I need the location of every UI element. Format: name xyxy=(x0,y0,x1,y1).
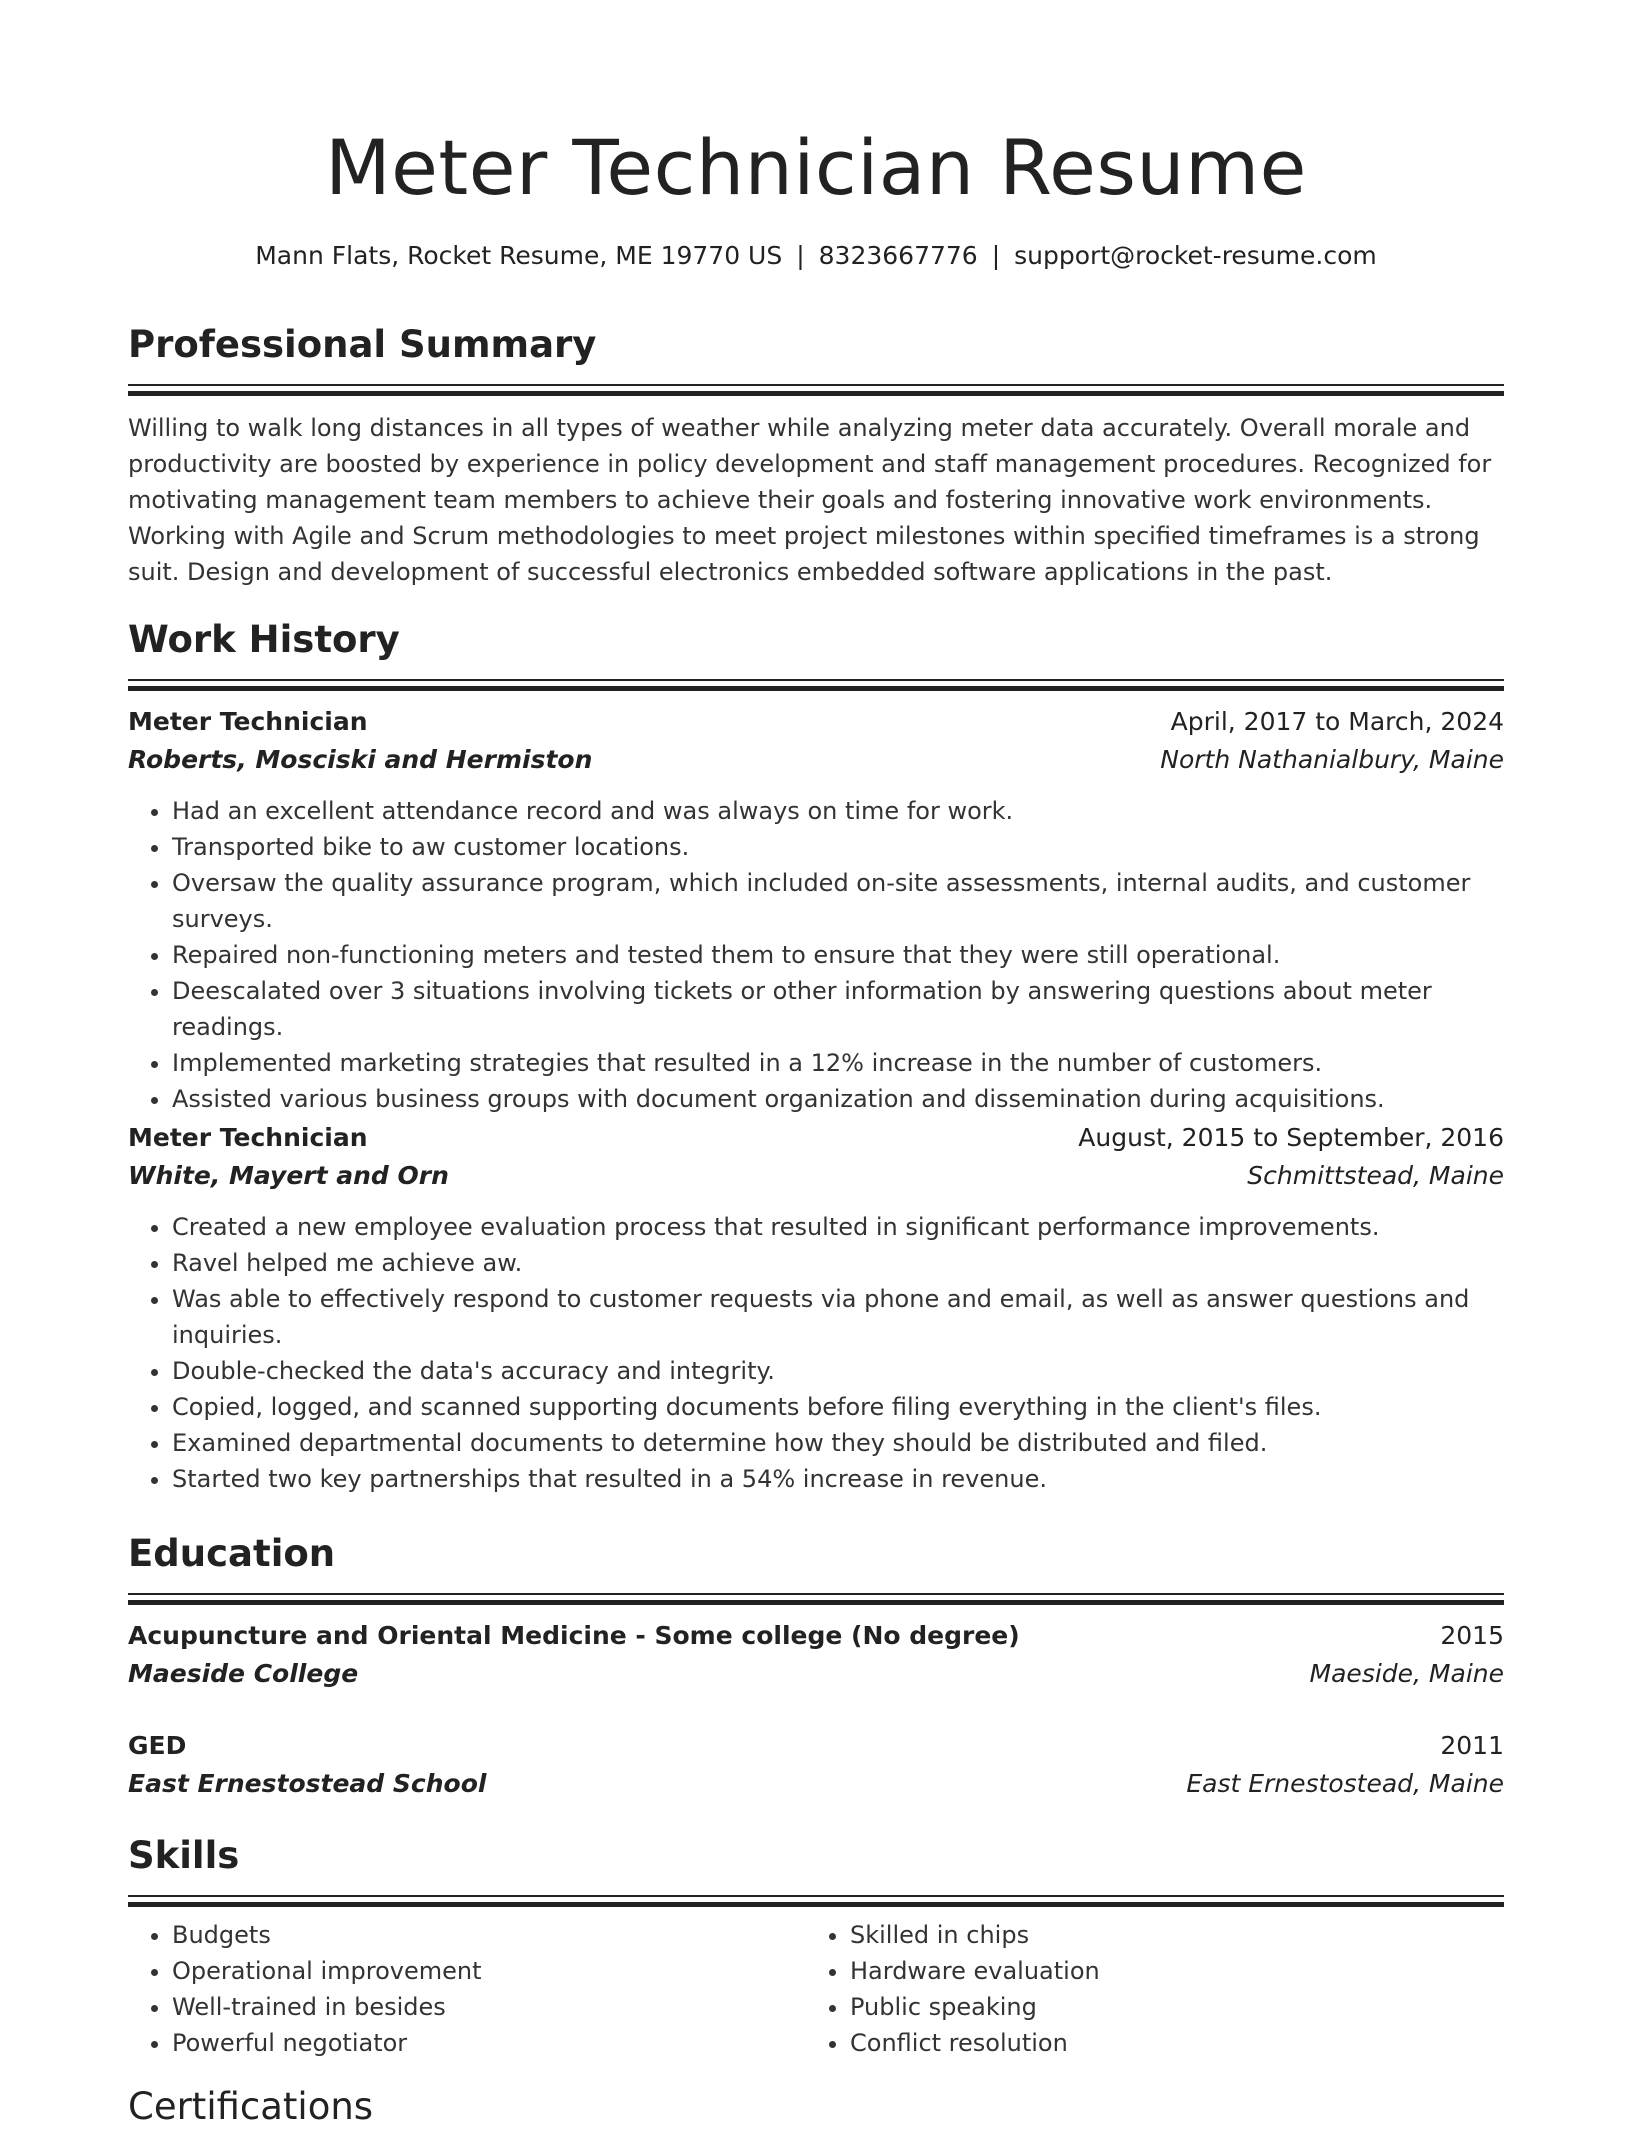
job-location: North Nathanialbury, Maine xyxy=(1160,745,1504,774)
job-title: Meter Technician xyxy=(128,707,368,736)
contact-separator: | xyxy=(796,241,805,270)
list-item: • Budgets xyxy=(172,1917,806,1953)
skills-section xyxy=(128,1831,1504,2061)
job-dates: August, 2015 to September, 2016 xyxy=(1078,1123,1504,1152)
list-item: • Repaired non-functioning meters and tested them to ensure that they were still operational. xyxy=(172,937,1504,973)
education-entry xyxy=(128,1617,1504,1693)
skills-heading: Skills xyxy=(128,1834,240,1877)
education-heading: Education xyxy=(128,1532,336,1575)
summary-text: Willing to walk long distances in all types of weather while analyzing meter data accurately. Overall morale and productivity are boosted by experience in policy development and staff management procedures. Recognized for motivating management team members to achieve their goals and fostering innovative work environments. Working with Agile and Scrum methodologies to meet project milestones within specified timeframes is a strong suit. Design and development of successful electronics embedded software applications in the past. xyxy=(128,414,1492,586)
job-dates: April, 2017 to March, 2024 xyxy=(1170,707,1504,736)
contact-address: Mann Flats, Rocket Resume, ME 19770 US xyxy=(255,241,783,270)
list-item: • Implemented marketing strategies that resulted in a 12% increase in the number of customers. xyxy=(172,1045,1504,1081)
work-history-heading: Work History xyxy=(128,618,400,661)
education-location: Maeside, Maine xyxy=(1309,1659,1504,1688)
education-year: 2015 xyxy=(1440,1621,1504,1650)
list-item: • Public speaking xyxy=(850,1989,1484,2025)
contact-email: support@rocket-resume.com xyxy=(1014,241,1377,270)
list-item: • Deescalated over 3 situations involving tickets or other information by answering questions about meter readings. xyxy=(172,973,1504,1045)
section-divider xyxy=(128,679,1504,689)
job-bullets xyxy=(128,793,1504,1117)
contact-separator: | xyxy=(991,241,1001,270)
job-title: Meter Technician xyxy=(128,1123,368,1152)
list-item: • Oversaw the quality assurance program, which included on-site assessments, internal audits, and customer surveys. xyxy=(172,865,1504,937)
education-school: East Ernestostead School xyxy=(128,1769,487,1798)
list-item: • Assisted various business groups with document organization and dissemination during acquisitions. xyxy=(172,1081,1504,1117)
job-entry xyxy=(128,1119,1504,1497)
contact-phone: 8323667776 xyxy=(818,241,978,270)
list-item: • Started two key partnerships that resulted in a 54% increase in revenue. xyxy=(172,1461,1504,1497)
job-bullets xyxy=(128,1209,1504,1497)
section-divider xyxy=(128,384,1504,394)
education-entry xyxy=(128,1727,1504,1803)
list-item: • Hardware evaluation xyxy=(850,1953,1484,1989)
list-item: • Examined departmental documents to determine how they should be distributed and filed. xyxy=(172,1425,1504,1461)
resume-title: Meter Technician Resume xyxy=(325,123,1307,212)
list-item: • Well-trained in besides xyxy=(172,1989,806,2025)
skills-column-right xyxy=(806,1917,1484,2061)
skills-grid xyxy=(128,1917,1504,2061)
list-item: • Ravel helped me achieve aw. xyxy=(172,1245,1504,1281)
job-company: Roberts, Mosciski and Hermiston xyxy=(128,745,593,774)
list-item: • Transported bike to aw customer locations. xyxy=(172,829,1504,865)
job-entry xyxy=(128,703,1504,1117)
education-section xyxy=(128,1529,1504,1603)
list-item: • Had an excellent attendance record and was always on time for work. xyxy=(172,793,1504,829)
summary-heading: Professional Summary xyxy=(128,323,597,366)
summary-section xyxy=(128,320,1504,590)
list-item: • Operational improvement xyxy=(172,1953,806,1989)
work-history-section xyxy=(128,615,1504,689)
section-divider xyxy=(128,1593,1504,1603)
education-degree: GED xyxy=(128,1731,187,1760)
education-location: East Ernestostead, Maine xyxy=(1186,1769,1504,1798)
education-year: 2011 xyxy=(1440,1731,1504,1760)
list-item: • Skilled in chips xyxy=(850,1917,1484,1953)
certifications-heading: Certifications xyxy=(128,2085,374,2128)
education-degree: Acupuncture and Oriental Medicine - Some college (No degree) xyxy=(128,1621,1020,1650)
skills-column-left xyxy=(128,1917,806,2061)
list-item: • Double-checked the data's accuracy and integrity. xyxy=(172,1353,1504,1389)
list-item: • Copied, logged, and scanned supporting documents before filing everything in the client's files. xyxy=(172,1389,1504,1425)
education-school: Maeside College xyxy=(128,1659,359,1688)
list-item: • Was able to effectively respond to customer requests via phone and email, as well as answer questions and inquiries. xyxy=(172,1281,1504,1353)
contact-line xyxy=(128,238,1504,274)
job-location: Schmittstead, Maine xyxy=(1247,1161,1504,1190)
list-item: • Powerful negotiator xyxy=(172,2025,806,2061)
list-item: • Created a new employee evaluation process that resulted in significant performance improvements. xyxy=(172,1209,1504,1245)
section-divider xyxy=(128,1895,1504,1905)
job-company: White, Mayert and Orn xyxy=(128,1161,449,1190)
list-item: • Conflict resolution xyxy=(850,2025,1484,2061)
